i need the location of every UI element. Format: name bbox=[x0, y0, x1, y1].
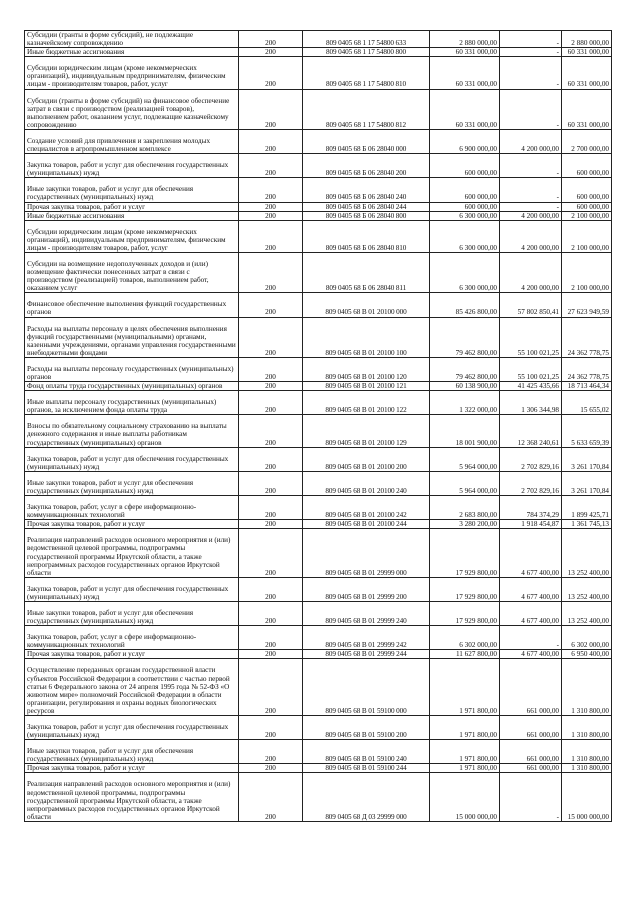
row-approved-amount-cell: 60 138 900,00 bbox=[430, 382, 500, 391]
row-unexecuted-amount-cell: 3 261 170,84 bbox=[562, 447, 612, 471]
row-executed-amount-cell: 4 677 400,00 bbox=[500, 601, 562, 625]
row-classification-code-cell: 809 0405 68 Б 06 28040 811 bbox=[303, 252, 430, 292]
row-approved-amount-cell: 6 300 000,00 bbox=[430, 220, 500, 252]
row-executed-amount-cell: 1 306 344,98 bbox=[500, 391, 562, 415]
row-name-cell: Иные закупки товаров, работ и услуг для обеспечения государственных (муниципальных) нужд bbox=[25, 178, 239, 202]
row-executed-amount-cell: 1 918 454,87 bbox=[500, 520, 562, 529]
row-approved-amount-cell: 3 280 200,00 bbox=[430, 520, 500, 529]
table-row bbox=[25, 57, 612, 89]
row-approved-amount-cell: 60 331 000,00 bbox=[430, 57, 500, 89]
row-classification-code-cell: 809 0405 68 В 01 20100 000 bbox=[303, 293, 430, 317]
row-code-cell: 200 bbox=[239, 89, 303, 129]
row-code-cell: 200 bbox=[239, 659, 303, 716]
row-unexecuted-amount-cell: 2 100 000,00 bbox=[562, 220, 612, 252]
row-name-cell: Закупка товаров, работ и услуг для обеспечения государственных (муниципальных) нужд bbox=[25, 447, 239, 471]
row-unexecuted-amount-cell: 15 000 000,00 bbox=[562, 773, 612, 821]
row-unexecuted-amount-cell: 5 633 659,39 bbox=[562, 415, 612, 447]
table-row bbox=[25, 471, 612, 495]
row-approved-amount-cell: 6 900 000,00 bbox=[430, 129, 500, 153]
table-row bbox=[25, 415, 612, 447]
row-executed-amount-cell: 4 200 000,00 bbox=[500, 252, 562, 292]
row-classification-code-cell: 809 0405 68 В 01 29999 240 bbox=[303, 601, 430, 625]
row-classification-code-cell: 809 0405 68 Б 06 28040 200 bbox=[303, 154, 430, 178]
row-name-cell: Иные выплаты персоналу государственных (муниципальных) органов, за исключением фонда оплаты труда bbox=[25, 391, 239, 415]
row-name-cell: Иные бюджетные ассигнования bbox=[25, 48, 239, 57]
row-name-cell: Субсидии на возмещение недополученных доходов и (или) возмещение фактически понесенных затрат в связи с производством (реализацией) товаров, выполнением работ, оказанием услуг bbox=[25, 252, 239, 292]
row-code-cell: 200 bbox=[239, 391, 303, 415]
row-name-cell: Прочая закупка товаров, работ и услуг bbox=[25, 764, 239, 773]
row-unexecuted-amount-cell: 2 880 000,00 bbox=[562, 31, 612, 48]
row-approved-amount-cell: 17 929 800,00 bbox=[430, 529, 500, 577]
row-code-cell: 200 bbox=[239, 178, 303, 202]
row-code-cell: 200 bbox=[239, 520, 303, 529]
row-executed-amount-cell: - bbox=[500, 773, 562, 821]
row-name-cell: Взносы по обязательному социальному страхованию на выплаты денежного содержания и иные выплаты работникам государственных (муниципальных) органов bbox=[25, 415, 239, 447]
row-code-cell: 200 bbox=[239, 716, 303, 740]
row-code-cell: 200 bbox=[239, 293, 303, 317]
row-classification-code-cell: 809 0405 68 Д 03 29999 000 bbox=[303, 773, 430, 821]
row-executed-amount-cell: - bbox=[500, 31, 562, 48]
row-classification-code-cell: 809 0405 68 1 17 54800 800 bbox=[303, 48, 430, 57]
table-row bbox=[25, 48, 612, 57]
row-code-cell: 200 bbox=[239, 601, 303, 625]
table-row bbox=[25, 764, 612, 773]
row-code-cell: 200 bbox=[239, 48, 303, 57]
row-executed-amount-cell: - bbox=[500, 89, 562, 129]
row-classification-code-cell: 809 0405 68 В 01 29999 000 bbox=[303, 529, 430, 577]
row-unexecuted-amount-cell: 2 100 000,00 bbox=[562, 252, 612, 292]
row-executed-amount-cell: 4 200 000,00 bbox=[500, 129, 562, 153]
row-unexecuted-amount-cell: 60 331 000,00 bbox=[562, 89, 612, 129]
table-row bbox=[25, 31, 612, 48]
row-unexecuted-amount-cell: 600 000,00 bbox=[562, 154, 612, 178]
row-approved-amount-cell: 1 971 800,00 bbox=[430, 716, 500, 740]
row-code-cell: 200 bbox=[239, 252, 303, 292]
row-unexecuted-amount-cell: 60 331 000,00 bbox=[562, 57, 612, 89]
row-code-cell: 200 bbox=[239, 447, 303, 471]
row-approved-amount-cell: 1 971 800,00 bbox=[430, 659, 500, 716]
row-executed-amount-cell: 4 200 000,00 bbox=[500, 211, 562, 220]
row-name-cell: Реализация направлений расходов основного мероприятия и (или) ведомственной целевой программы, подпрограммы государственной программы Иркутской области, а также непрограммных расходов государственных органов Иркутской области bbox=[25, 529, 239, 577]
row-unexecuted-amount-cell: 13 252 400,00 bbox=[562, 529, 612, 577]
table-row bbox=[25, 391, 612, 415]
row-name-cell: Субсидии юридическим лицам (кроме некоммерческих организаций), индивидуальным предпринимателям, физическим лицам - производителям товаров, работ, услуг bbox=[25, 57, 239, 89]
row-classification-code-cell: 809 0405 68 В 01 59100 000 bbox=[303, 659, 430, 716]
row-unexecuted-amount-cell: 1 310 800,00 bbox=[562, 659, 612, 716]
row-name-cell: Иные закупки товаров, работ и услуг для обеспечения государственных (муниципальных) нужд bbox=[25, 601, 239, 625]
row-name-cell: Реализация направлений расходов основного мероприятия и (или) ведомственной целевой программы, подпрограммы государственной программы Иркутской области, а также непрограммных расходов государственных органов Иркутской области bbox=[25, 773, 239, 821]
row-classification-code-cell: 809 0405 68 1 17 54800 810 bbox=[303, 57, 430, 89]
row-approved-amount-cell: 2 880 000,00 bbox=[430, 31, 500, 48]
row-executed-amount-cell: - bbox=[500, 202, 562, 211]
row-code-cell: 200 bbox=[239, 471, 303, 495]
row-unexecuted-amount-cell: 1 361 745,13 bbox=[562, 520, 612, 529]
row-classification-code-cell: 809 0405 68 В 01 59100 240 bbox=[303, 740, 430, 764]
row-name-cell: Иные бюджетные ассигнования bbox=[25, 211, 239, 220]
row-name-cell: Прочая закупка товаров, работ и услуг bbox=[25, 202, 239, 211]
row-approved-amount-cell: 85 426 800,00 bbox=[430, 293, 500, 317]
row-name-cell: Прочая закупка товаров, работ и услуг bbox=[25, 520, 239, 529]
row-executed-amount-cell: 784 374,29 bbox=[500, 496, 562, 520]
row-code-cell: 200 bbox=[239, 211, 303, 220]
row-unexecuted-amount-cell: 13 252 400,00 bbox=[562, 601, 612, 625]
row-name-cell: Закупка товаров, работ и услуг для обеспечения государственных (муниципальных) нужд bbox=[25, 154, 239, 178]
document-page bbox=[24, 30, 611, 822]
row-approved-amount-cell: 15 000 000,00 bbox=[430, 773, 500, 821]
row-approved-amount-cell: 11 627 800,00 bbox=[430, 650, 500, 659]
table-row bbox=[25, 293, 612, 317]
table-row bbox=[25, 650, 612, 659]
row-classification-code-cell: 809 0405 68 Б 06 28040 000 bbox=[303, 129, 430, 153]
table-row bbox=[25, 252, 612, 292]
row-code-cell: 200 bbox=[239, 529, 303, 577]
row-executed-amount-cell: 4 200 000,00 bbox=[500, 220, 562, 252]
table-row bbox=[25, 529, 612, 577]
row-executed-amount-cell: 661 000,00 bbox=[500, 659, 562, 716]
row-name-cell: Субсидии (гранты в форме субсидий) на финансовое обеспечение затрат в связи с производством (реализацией товаров), выполнением работ, оказанием услуг, подлежащие казначейскому сопровождению bbox=[25, 89, 239, 129]
table-row bbox=[25, 659, 612, 716]
row-unexecuted-amount-cell: 3 261 170,84 bbox=[562, 471, 612, 495]
table-row bbox=[25, 577, 612, 601]
row-classification-code-cell: 809 0405 68 В 01 20100 244 bbox=[303, 520, 430, 529]
row-unexecuted-amount-cell: 60 331 000,00 bbox=[562, 48, 612, 57]
row-classification-code-cell: 809 0405 68 Б 06 28040 244 bbox=[303, 202, 430, 211]
table-row bbox=[25, 178, 612, 202]
row-executed-amount-cell: 4 677 400,00 bbox=[500, 577, 562, 601]
row-unexecuted-amount-cell: 24 362 778,75 bbox=[562, 317, 612, 357]
row-executed-amount-cell: 12 368 240,61 bbox=[500, 415, 562, 447]
row-unexecuted-amount-cell: 600 000,00 bbox=[562, 202, 612, 211]
row-code-cell: 200 bbox=[239, 626, 303, 650]
row-approved-amount-cell: 1 971 800,00 bbox=[430, 740, 500, 764]
row-unexecuted-amount-cell: 1 899 425,71 bbox=[562, 496, 612, 520]
row-name-cell: Закупка товаров, работ и услуг для обеспечения государственных (муниципальных) нужд bbox=[25, 577, 239, 601]
table-row bbox=[25, 317, 612, 357]
row-approved-amount-cell: 18 001 900,00 bbox=[430, 415, 500, 447]
row-approved-amount-cell: 1 971 800,00 bbox=[430, 764, 500, 773]
row-code-cell: 200 bbox=[239, 31, 303, 48]
row-classification-code-cell: 809 0405 68 Б 06 28040 800 bbox=[303, 211, 430, 220]
row-executed-amount-cell: 41 425 435,66 bbox=[500, 382, 562, 391]
row-approved-amount-cell: 600 000,00 bbox=[430, 154, 500, 178]
table-row bbox=[25, 626, 612, 650]
row-classification-code-cell: 809 0405 68 В 01 29999 244 bbox=[303, 650, 430, 659]
row-executed-amount-cell: 55 100 021,25 bbox=[500, 357, 562, 381]
row-classification-code-cell: 809 0405 68 Б 06 28040 810 bbox=[303, 220, 430, 252]
row-approved-amount-cell: 60 331 000,00 bbox=[430, 89, 500, 129]
row-executed-amount-cell: 661 000,00 bbox=[500, 740, 562, 764]
row-executed-amount-cell: - bbox=[500, 154, 562, 178]
row-code-cell: 200 bbox=[239, 415, 303, 447]
table-row bbox=[25, 220, 612, 252]
row-name-cell: Осуществление переданных органам государственной власти субъектов Российской Федерации в соответствии с частью первой статьи 6 Федерального закона от 24 апреля 1995 года № 52-ФЗ «О животном мире» полномочий Российской Федерации в области организации, регулирования и охраны водных биологических ресурсов bbox=[25, 659, 239, 716]
row-name-cell: Закупка товаров, работ и услуг для обеспечения государственных (муниципальных) нужд bbox=[25, 716, 239, 740]
row-approved-amount-cell: 2 683 800,00 bbox=[430, 496, 500, 520]
row-code-cell: 200 bbox=[239, 57, 303, 89]
table-body bbox=[25, 31, 612, 822]
row-executed-amount-cell: 57 802 850,41 bbox=[500, 293, 562, 317]
row-classification-code-cell: 809 0405 68 В 01 29999 242 bbox=[303, 626, 430, 650]
row-unexecuted-amount-cell: 2 100 000,00 bbox=[562, 211, 612, 220]
table-row bbox=[25, 89, 612, 129]
row-classification-code-cell: 809 0405 68 В 01 20100 122 bbox=[303, 391, 430, 415]
row-executed-amount-cell: 2 702 829,16 bbox=[500, 447, 562, 471]
row-unexecuted-amount-cell: 24 362 778,75 bbox=[562, 357, 612, 381]
row-executed-amount-cell: 661 000,00 bbox=[500, 764, 562, 773]
row-unexecuted-amount-cell: 27 623 949,59 bbox=[562, 293, 612, 317]
row-approved-amount-cell: 600 000,00 bbox=[430, 178, 500, 202]
row-name-cell: Иные закупки товаров, работ и услуг для обеспечения государственных (муниципальных) нужд bbox=[25, 740, 239, 764]
row-classification-code-cell: 809 0405 68 В 01 20100 242 bbox=[303, 496, 430, 520]
row-name-cell: Создание условий для привлечения и закрепления молодых специалистов в агропромышленном комплексе bbox=[25, 129, 239, 153]
row-unexecuted-amount-cell: 1 310 800,00 bbox=[562, 740, 612, 764]
row-classification-code-cell: 809 0405 68 В 01 20100 100 bbox=[303, 317, 430, 357]
row-name-cell: Расходы на выплаты персоналу государственных (муниципальных) органов bbox=[25, 357, 239, 381]
row-approved-amount-cell: 6 302 000,00 bbox=[430, 626, 500, 650]
row-executed-amount-cell: 4 677 400,00 bbox=[500, 529, 562, 577]
row-unexecuted-amount-cell: 18 713 464,34 bbox=[562, 382, 612, 391]
row-unexecuted-amount-cell: 1 310 800,00 bbox=[562, 716, 612, 740]
row-approved-amount-cell: 1 322 000,00 bbox=[430, 391, 500, 415]
row-code-cell: 200 bbox=[239, 740, 303, 764]
row-executed-amount-cell: 661 000,00 bbox=[500, 716, 562, 740]
row-name-cell: Прочая закупка товаров, работ и услуг bbox=[25, 650, 239, 659]
row-executed-amount-cell: - bbox=[500, 626, 562, 650]
row-code-cell: 200 bbox=[239, 154, 303, 178]
row-name-cell: Субсидии юридическим лицам (кроме некоммерческих организаций), индивидуальным предпринимателям, физическим лицам - производителям товаров, работ, услуг bbox=[25, 220, 239, 252]
table-row bbox=[25, 740, 612, 764]
row-name-cell: Субсидии (гранты в форме субсидий), не подлежащие казначейскому сопровождению bbox=[25, 31, 239, 48]
row-approved-amount-cell: 600 000,00 bbox=[430, 202, 500, 211]
row-executed-amount-cell: 2 702 829,16 bbox=[500, 471, 562, 495]
row-code-cell: 200 bbox=[239, 773, 303, 821]
table-row bbox=[25, 447, 612, 471]
row-approved-amount-cell: 5 964 000,00 bbox=[430, 471, 500, 495]
row-name-cell: Расходы на выплаты персоналу в целях обеспечения выполнения функций государственными (муниципальными) органами, казенными учреждениями, органами управления государственными внебюджетными фондами bbox=[25, 317, 239, 357]
row-code-cell: 200 bbox=[239, 650, 303, 659]
row-classification-code-cell: 809 0405 68 1 17 54800 633 bbox=[303, 31, 430, 48]
row-classification-code-cell: 809 0405 68 В 01 20100 200 bbox=[303, 447, 430, 471]
row-code-cell: 200 bbox=[239, 202, 303, 211]
row-unexecuted-amount-cell: 6 302 000,00 bbox=[562, 626, 612, 650]
row-approved-amount-cell: 6 300 000,00 bbox=[430, 211, 500, 220]
row-name-cell: Фонд оплаты труда государственных (муниципальных) органов bbox=[25, 382, 239, 391]
table-row bbox=[25, 496, 612, 520]
row-unexecuted-amount-cell: 600 000,00 bbox=[562, 178, 612, 202]
table-row bbox=[25, 716, 612, 740]
table-row bbox=[25, 129, 612, 153]
row-code-cell: 200 bbox=[239, 577, 303, 601]
row-executed-amount-cell: - bbox=[500, 48, 562, 57]
table-row bbox=[25, 154, 612, 178]
row-executed-amount-cell: 4 677 400,00 bbox=[500, 650, 562, 659]
row-classification-code-cell: 809 0405 68 В 01 20100 120 bbox=[303, 357, 430, 381]
table-row bbox=[25, 601, 612, 625]
row-code-cell: 200 bbox=[239, 220, 303, 252]
row-unexecuted-amount-cell: 2 700 000,00 bbox=[562, 129, 612, 153]
row-code-cell: 200 bbox=[239, 496, 303, 520]
row-executed-amount-cell: - bbox=[500, 178, 562, 202]
table-row bbox=[25, 357, 612, 381]
row-approved-amount-cell: 60 331 000,00 bbox=[430, 48, 500, 57]
row-approved-amount-cell: 79 462 800,00 bbox=[430, 357, 500, 381]
row-approved-amount-cell: 17 929 800,00 bbox=[430, 577, 500, 601]
row-code-cell: 200 bbox=[239, 317, 303, 357]
budget-execution-table bbox=[24, 30, 612, 822]
row-name-cell: Закупка товаров, работ, услуг в сфере информационно-коммуникационных технологий bbox=[25, 496, 239, 520]
row-unexecuted-amount-cell: 6 950 400,00 bbox=[562, 650, 612, 659]
row-approved-amount-cell: 5 964 000,00 bbox=[430, 447, 500, 471]
row-classification-code-cell: 809 0405 68 В 01 59100 244 bbox=[303, 764, 430, 773]
table-row bbox=[25, 211, 612, 220]
row-name-cell: Закупка товаров, работ, услуг в сфере информационно-коммуникационных технологий bbox=[25, 626, 239, 650]
row-unexecuted-amount-cell: 13 252 400,00 bbox=[562, 577, 612, 601]
row-executed-amount-cell: 55 100 021,25 bbox=[500, 317, 562, 357]
row-name-cell: Иные закупки товаров, работ и услуг для обеспечения государственных (муниципальных) нужд bbox=[25, 471, 239, 495]
row-classification-code-cell: 809 0405 68 В 01 20100 121 bbox=[303, 382, 430, 391]
row-unexecuted-amount-cell: 1 310 800,00 bbox=[562, 764, 612, 773]
row-approved-amount-cell: 6 300 000,00 bbox=[430, 252, 500, 292]
row-approved-amount-cell: 79 462 800,00 bbox=[430, 317, 500, 357]
row-approved-amount-cell: 17 929 800,00 bbox=[430, 601, 500, 625]
row-code-cell: 200 bbox=[239, 764, 303, 773]
row-name-cell: Финансовое обеспечение выполнения функций государственных органов bbox=[25, 293, 239, 317]
table-row bbox=[25, 202, 612, 211]
row-classification-code-cell: 809 0405 68 В 01 59100 200 bbox=[303, 716, 430, 740]
table-row bbox=[25, 773, 612, 821]
row-classification-code-cell: 809 0405 68 В 01 20100 129 bbox=[303, 415, 430, 447]
row-unexecuted-amount-cell: 15 655,02 bbox=[562, 391, 612, 415]
row-classification-code-cell: 809 0405 68 Б 06 28040 240 bbox=[303, 178, 430, 202]
row-code-cell: 200 bbox=[239, 357, 303, 381]
table-row bbox=[25, 382, 612, 391]
row-code-cell: 200 bbox=[239, 382, 303, 391]
row-classification-code-cell: 809 0405 68 В 01 20100 240 bbox=[303, 471, 430, 495]
row-code-cell: 200 bbox=[239, 129, 303, 153]
table-row bbox=[25, 520, 612, 529]
row-classification-code-cell: 809 0405 68 1 17 54800 812 bbox=[303, 89, 430, 129]
row-classification-code-cell: 809 0405 68 В 01 29999 200 bbox=[303, 577, 430, 601]
row-executed-amount-cell: - bbox=[500, 57, 562, 89]
